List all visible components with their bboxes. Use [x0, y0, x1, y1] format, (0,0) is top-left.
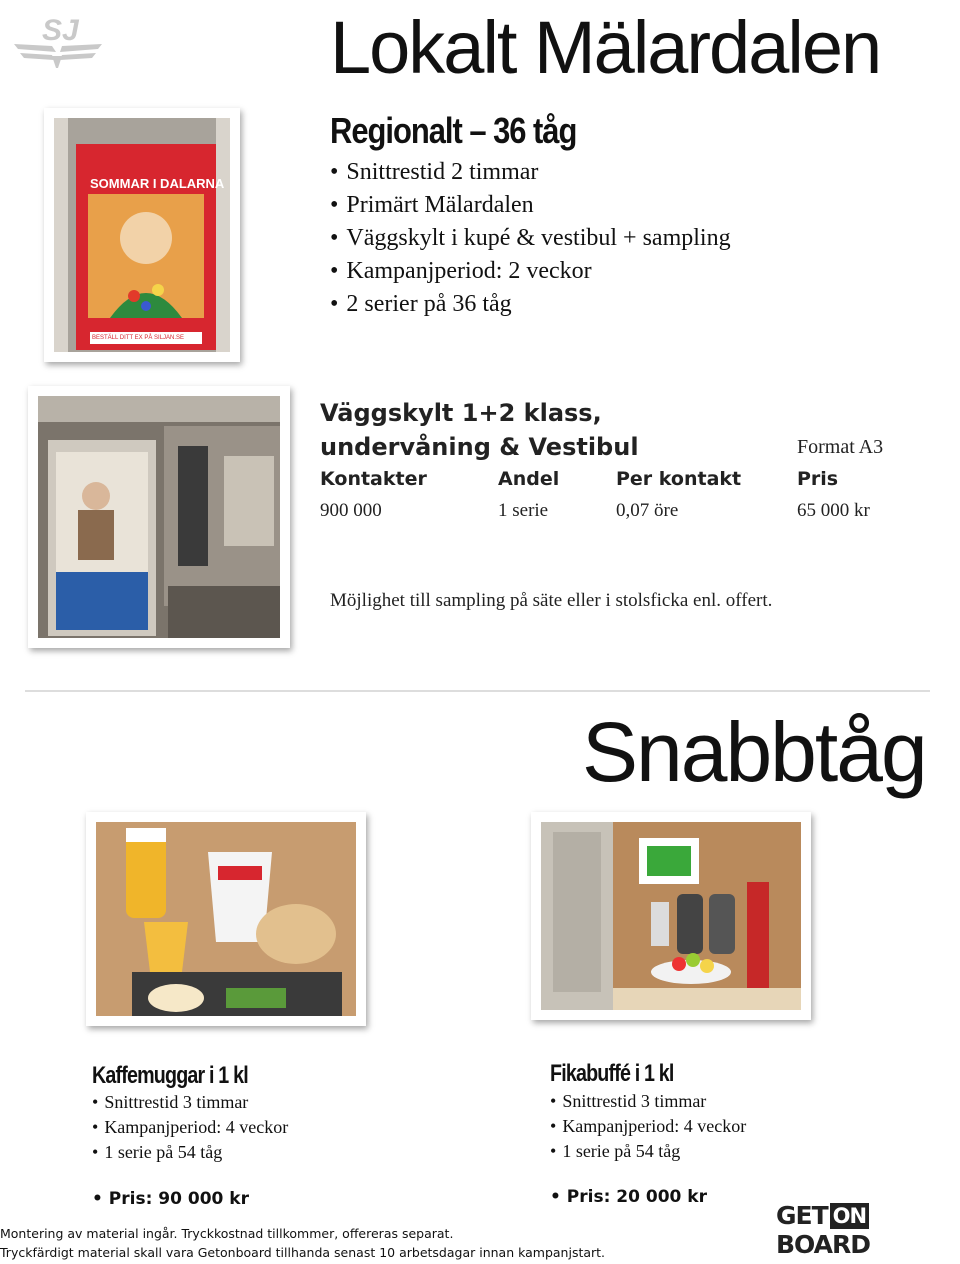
column-header-kontakter: Kontakter [320, 468, 427, 490]
train-interior-illustration [38, 396, 280, 638]
cell-kontakter: 900 000 [320, 500, 382, 521]
sj-logo-text: SJ [42, 14, 79, 47]
format-label: Format A3 [797, 436, 884, 458]
footer-line-1: Montering av material ingår. Tryckkostnad tillkommer, offereras separat. [0, 1226, 454, 1241]
list-item: • Primärt Mälardalen [330, 189, 731, 222]
vaggskylt-title-line2: undervåning & Vestibul [320, 433, 639, 461]
list-item: • Kampanjperiod: 4 veckor [550, 1114, 746, 1139]
product-title-fikabuffe: Fikabuffé i 1 kl [550, 1060, 674, 1087]
product-bullets-fikabuffe [550, 1089, 746, 1164]
product-bullets-kaffemuggar [92, 1090, 288, 1165]
getonboard-logo-get: GET [776, 1201, 828, 1230]
footer-line-2: Tryckfärdigt material skall vara Getonboard tillhanda senast 10 arbetsdagar innan kampanjstart. [0, 1245, 606, 1260]
cell-andel: 1 serie [498, 500, 549, 521]
product-title-kaffemuggar: Kaffemuggar i 1 kl [92, 1062, 248, 1089]
list-item: • 1 serie på 54 tåg [92, 1140, 288, 1165]
poster-footer-text: BESTÄLL DITT EX PÅ SILJAN.SE [92, 335, 185, 341]
regional-bullets [330, 156, 731, 321]
list-item: • 1 serie på 54 tåg [550, 1139, 746, 1164]
column-header-andel: Andel [498, 468, 560, 490]
list-item: • Snittrestid 3 timmar [92, 1090, 288, 1115]
getonboard-logo-on: ON [830, 1203, 869, 1229]
sj-logo [12, 8, 104, 72]
price-kaffemuggar: • Pris: 90 000 kr [92, 1189, 249, 1209]
poster-illustration [54, 118, 230, 352]
list-item: • Snittrestid 2 timmar [330, 156, 731, 189]
getonboard-logo [776, 1201, 954, 1259]
fikabuffe-illustration [541, 822, 801, 1010]
list-item: • Kampanjperiod: 4 veckor [92, 1115, 288, 1140]
list-item: • Väggskylt i kupé & vestibul + sampling [330, 222, 731, 255]
train-interior-photo [28, 386, 290, 648]
sampling-note: Möjlighet till sampling på säte eller i stolsficka enl. offert. [330, 590, 773, 611]
breakfast-photo [86, 812, 366, 1026]
list-item: • Snittrestid 3 timmar [550, 1089, 746, 1114]
fikabuffe-photo [531, 812, 811, 1020]
regional-title: Regionalt – 36 tåg [330, 110, 577, 151]
list-item: • 2 serier på 36 tåg [330, 288, 731, 321]
page-title: Lokalt Mälardalen [330, 6, 881, 89]
vaggskylt-title [320, 396, 639, 464]
cell-per-kontakt: 0,07 öre [616, 500, 679, 521]
section-title-snabbtag: Snabbtåg [582, 705, 926, 799]
column-header-per-kontakt: Per kontakt [616, 468, 742, 490]
list-item: • Kampanjperiod: 2 veckor [330, 255, 731, 288]
poster-headline: SOMMAR I DALARNA [90, 176, 225, 191]
vaggskylt-title-line1: Väggskylt 1+2 klass, [320, 399, 602, 427]
price-fikabuffe: • Pris: 20 000 kr [550, 1187, 707, 1207]
column-header-pris: Pris [797, 468, 839, 490]
getonboard-logo-board: BOARD [776, 1230, 870, 1259]
poster-photo [44, 108, 240, 362]
cell-pris: 65 000 kr [797, 500, 870, 521]
breakfast-illustration [96, 822, 356, 1016]
section-divider [25, 690, 930, 692]
